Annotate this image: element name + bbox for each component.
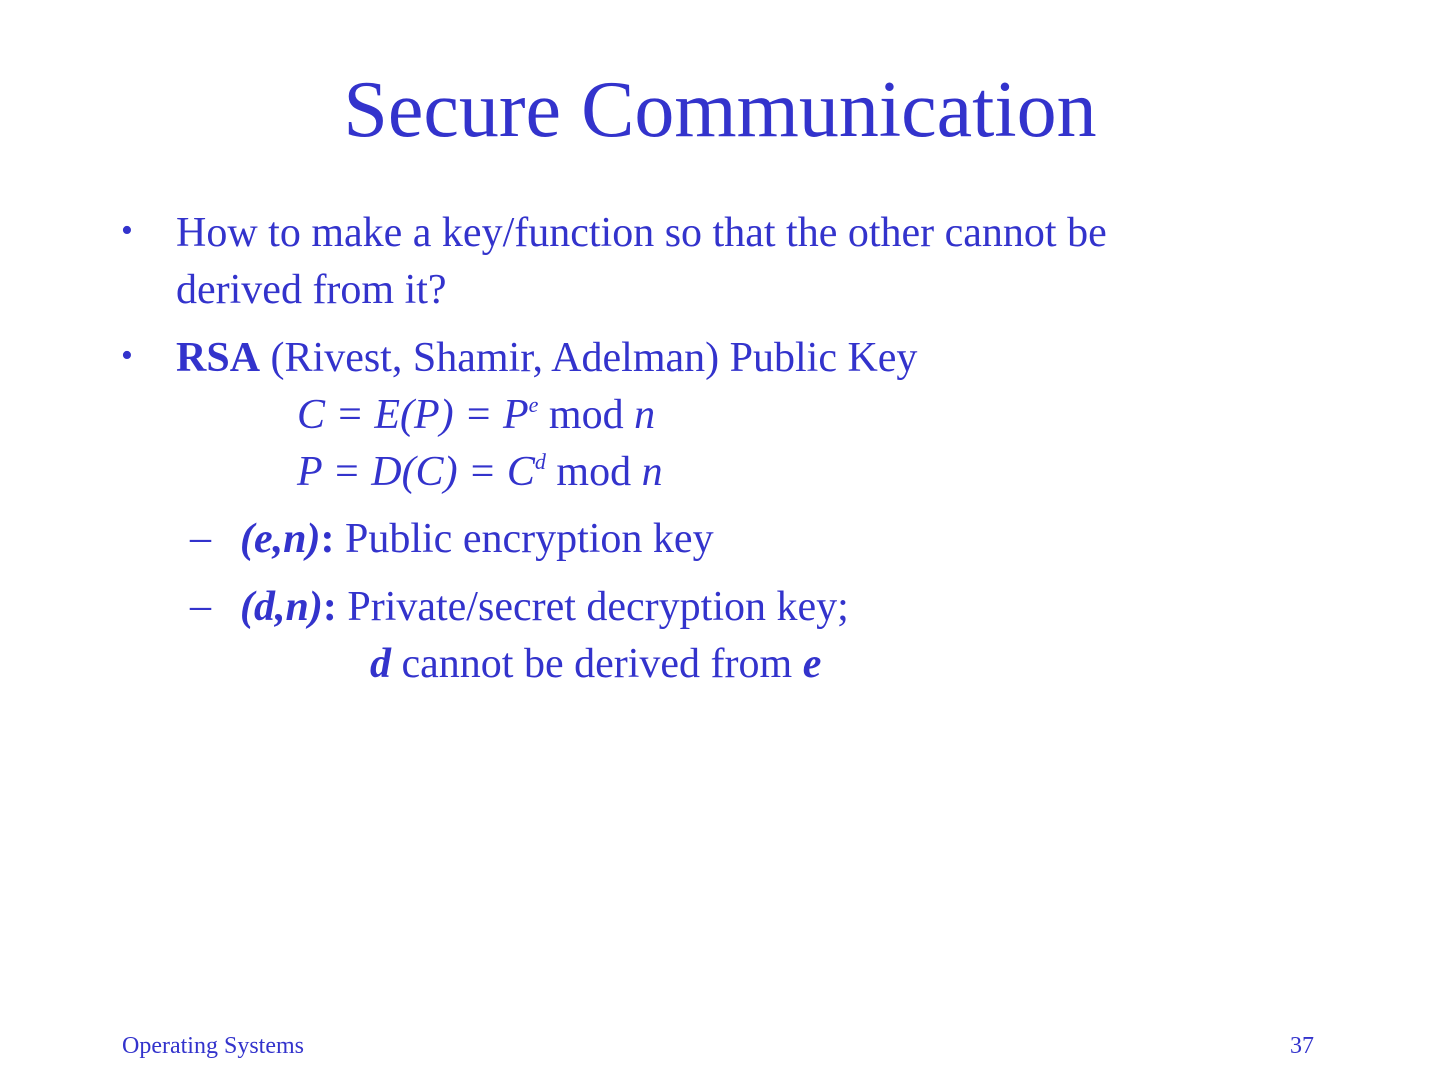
formula-exponent: e: [528, 392, 539, 417]
var-d: d: [370, 641, 391, 687]
formula-modulus: n: [641, 449, 663, 495]
var-e: e: [802, 641, 822, 687]
colon: :: [322, 584, 337, 630]
formula-exponent: d: [534, 449, 546, 474]
bullet2-heading: [176, 333, 917, 383]
sub-bullet-private-key: [240, 582, 849, 632]
public-key-description: Public encryption key: [344, 516, 714, 562]
decryption-formula: [297, 447, 663, 503]
slide-title: Secure Communication: [343, 66, 1097, 154]
public-key-pair: (e,n): [240, 516, 321, 562]
encryption-formula: [297, 390, 655, 446]
bullet1-line2: derived from it?: [176, 267, 447, 313]
formula-mod: mod: [548, 392, 624, 438]
colon: :: [320, 516, 335, 562]
note-text: cannot be derived from: [401, 641, 793, 687]
sub-bullet-marker: –: [190, 583, 211, 629]
rsa-description: (Rivest, Shamir, Adelman) Public Key: [270, 335, 918, 381]
footer-course-name: Operating Systems: [122, 1033, 304, 1059]
formula-lhs: P = D(C) = C: [297, 449, 535, 495]
private-key-pair: (d,n): [240, 584, 323, 630]
sub-bullet-public-key: [240, 514, 714, 564]
bullet-marker: •: [121, 337, 133, 374]
footer-page-number: 37: [1290, 1033, 1314, 1059]
bullet-marker: •: [121, 212, 133, 249]
formula-modulus: n: [634, 392, 656, 438]
bullet1-line1: How to make a key/function so that the other cannot be: [176, 210, 1107, 256]
formula-lhs: C = E(P) = P: [297, 392, 529, 438]
rsa-label: RSA: [176, 335, 261, 381]
private-key-description: Private/secret decryption key;: [347, 584, 849, 630]
formula-mod: mod: [556, 449, 632, 495]
sub-bullet-marker: –: [190, 515, 211, 561]
private-key-note: [370, 639, 821, 689]
